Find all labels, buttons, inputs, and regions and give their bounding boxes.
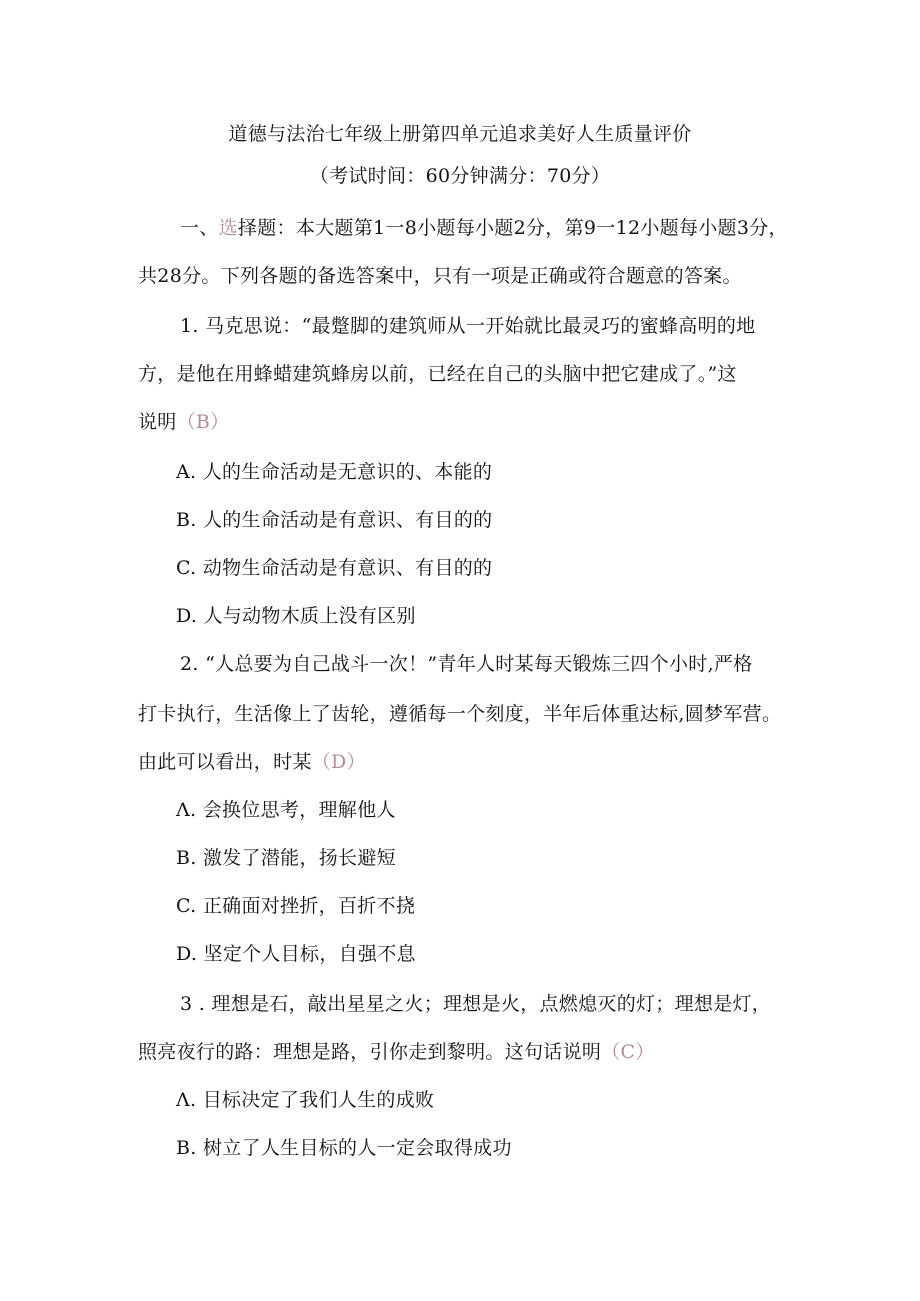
question-1-option-c: C. 动物生命活动是有意识、有目的的	[176, 557, 493, 579]
document-subtitle: （考试时间：60分钟满分：70分）	[309, 165, 611, 187]
question-2-option-b: B. 激发了潜能，扬长避短	[176, 847, 396, 869]
document-title: 道德与法治七年级上册第四单元追求美好人生质量评价	[228, 123, 692, 145]
question-3-line-1: 3 . 理想是石，敲出星星之火；理想是火，点燃熄灭的灯；理想是灯，	[180, 993, 772, 1015]
question-1-option-d: D. 人与动物木质上没有区别	[176, 605, 416, 627]
question-1-stem-end: 说明	[138, 411, 177, 433]
question-3-option-a: Λ. 目标决定了我们人生的成败	[176, 1089, 435, 1111]
question-1-line-2: 方，是他在用蜂蜡建筑蜂房以前，已经在自己的头脑中把它建成了。”这	[138, 363, 737, 385]
question-1-option-a: A. 人的生命活动是无意识的、本能的	[176, 461, 493, 483]
question-2-line-2: 打卡执行，生活像上了齿轮，遵循每一个刻度，半年后体重达标,圆梦军营。	[138, 703, 782, 725]
question-2-option-a: Λ. 会换位思考，理解他人	[176, 799, 396, 821]
question-3-option-b: B. 树立了人生目标的人一定会取得成功	[176, 1137, 512, 1159]
question-2-line-3	[138, 750, 366, 774]
question-1-line-1: 1. 马克思说：“最蹩脚的建筑师从一开始就比最灵巧的蜜蜂高明的地	[180, 315, 756, 337]
question-3-answer: （C）	[601, 1041, 655, 1063]
question-2-stem-end: 由此可以看出，时某	[138, 751, 312, 773]
section-prefix: 一、	[180, 217, 219, 239]
question-3-line-2	[138, 1040, 655, 1064]
question-1-line-3	[138, 410, 229, 434]
section-heading-line1	[180, 216, 788, 240]
question-2-answer: （D）	[311, 751, 366, 773]
question-3-stem-end: 照亮夜行的路：理想是路，引你走到黎明。这句话说明	[138, 1041, 602, 1063]
section-heading-line2: 共28分。下列各题的备选答案中，只有一项是正确或符合题意的答案。	[138, 265, 742, 287]
question-1-answer: （B）	[176, 411, 230, 433]
question-2-line-1: 2. “人总要为自己战斗一次！”青年人时某每天锻炼三四个小时,严格	[180, 653, 753, 675]
question-1-option-b: B. 人的生命活动是有意识、有目的的	[176, 509, 493, 531]
question-2-option-d: D. 坚定个人目标，自强不息	[176, 943, 416, 965]
section-line1-text: 择题：本大题第1一8小题每小题2分，第9一12小题每小题3分，	[237, 217, 788, 239]
question-2-option-c: C. 正确面对挫折，百折不挠	[176, 895, 416, 917]
section-highlight-char: 选	[218, 217, 238, 239]
